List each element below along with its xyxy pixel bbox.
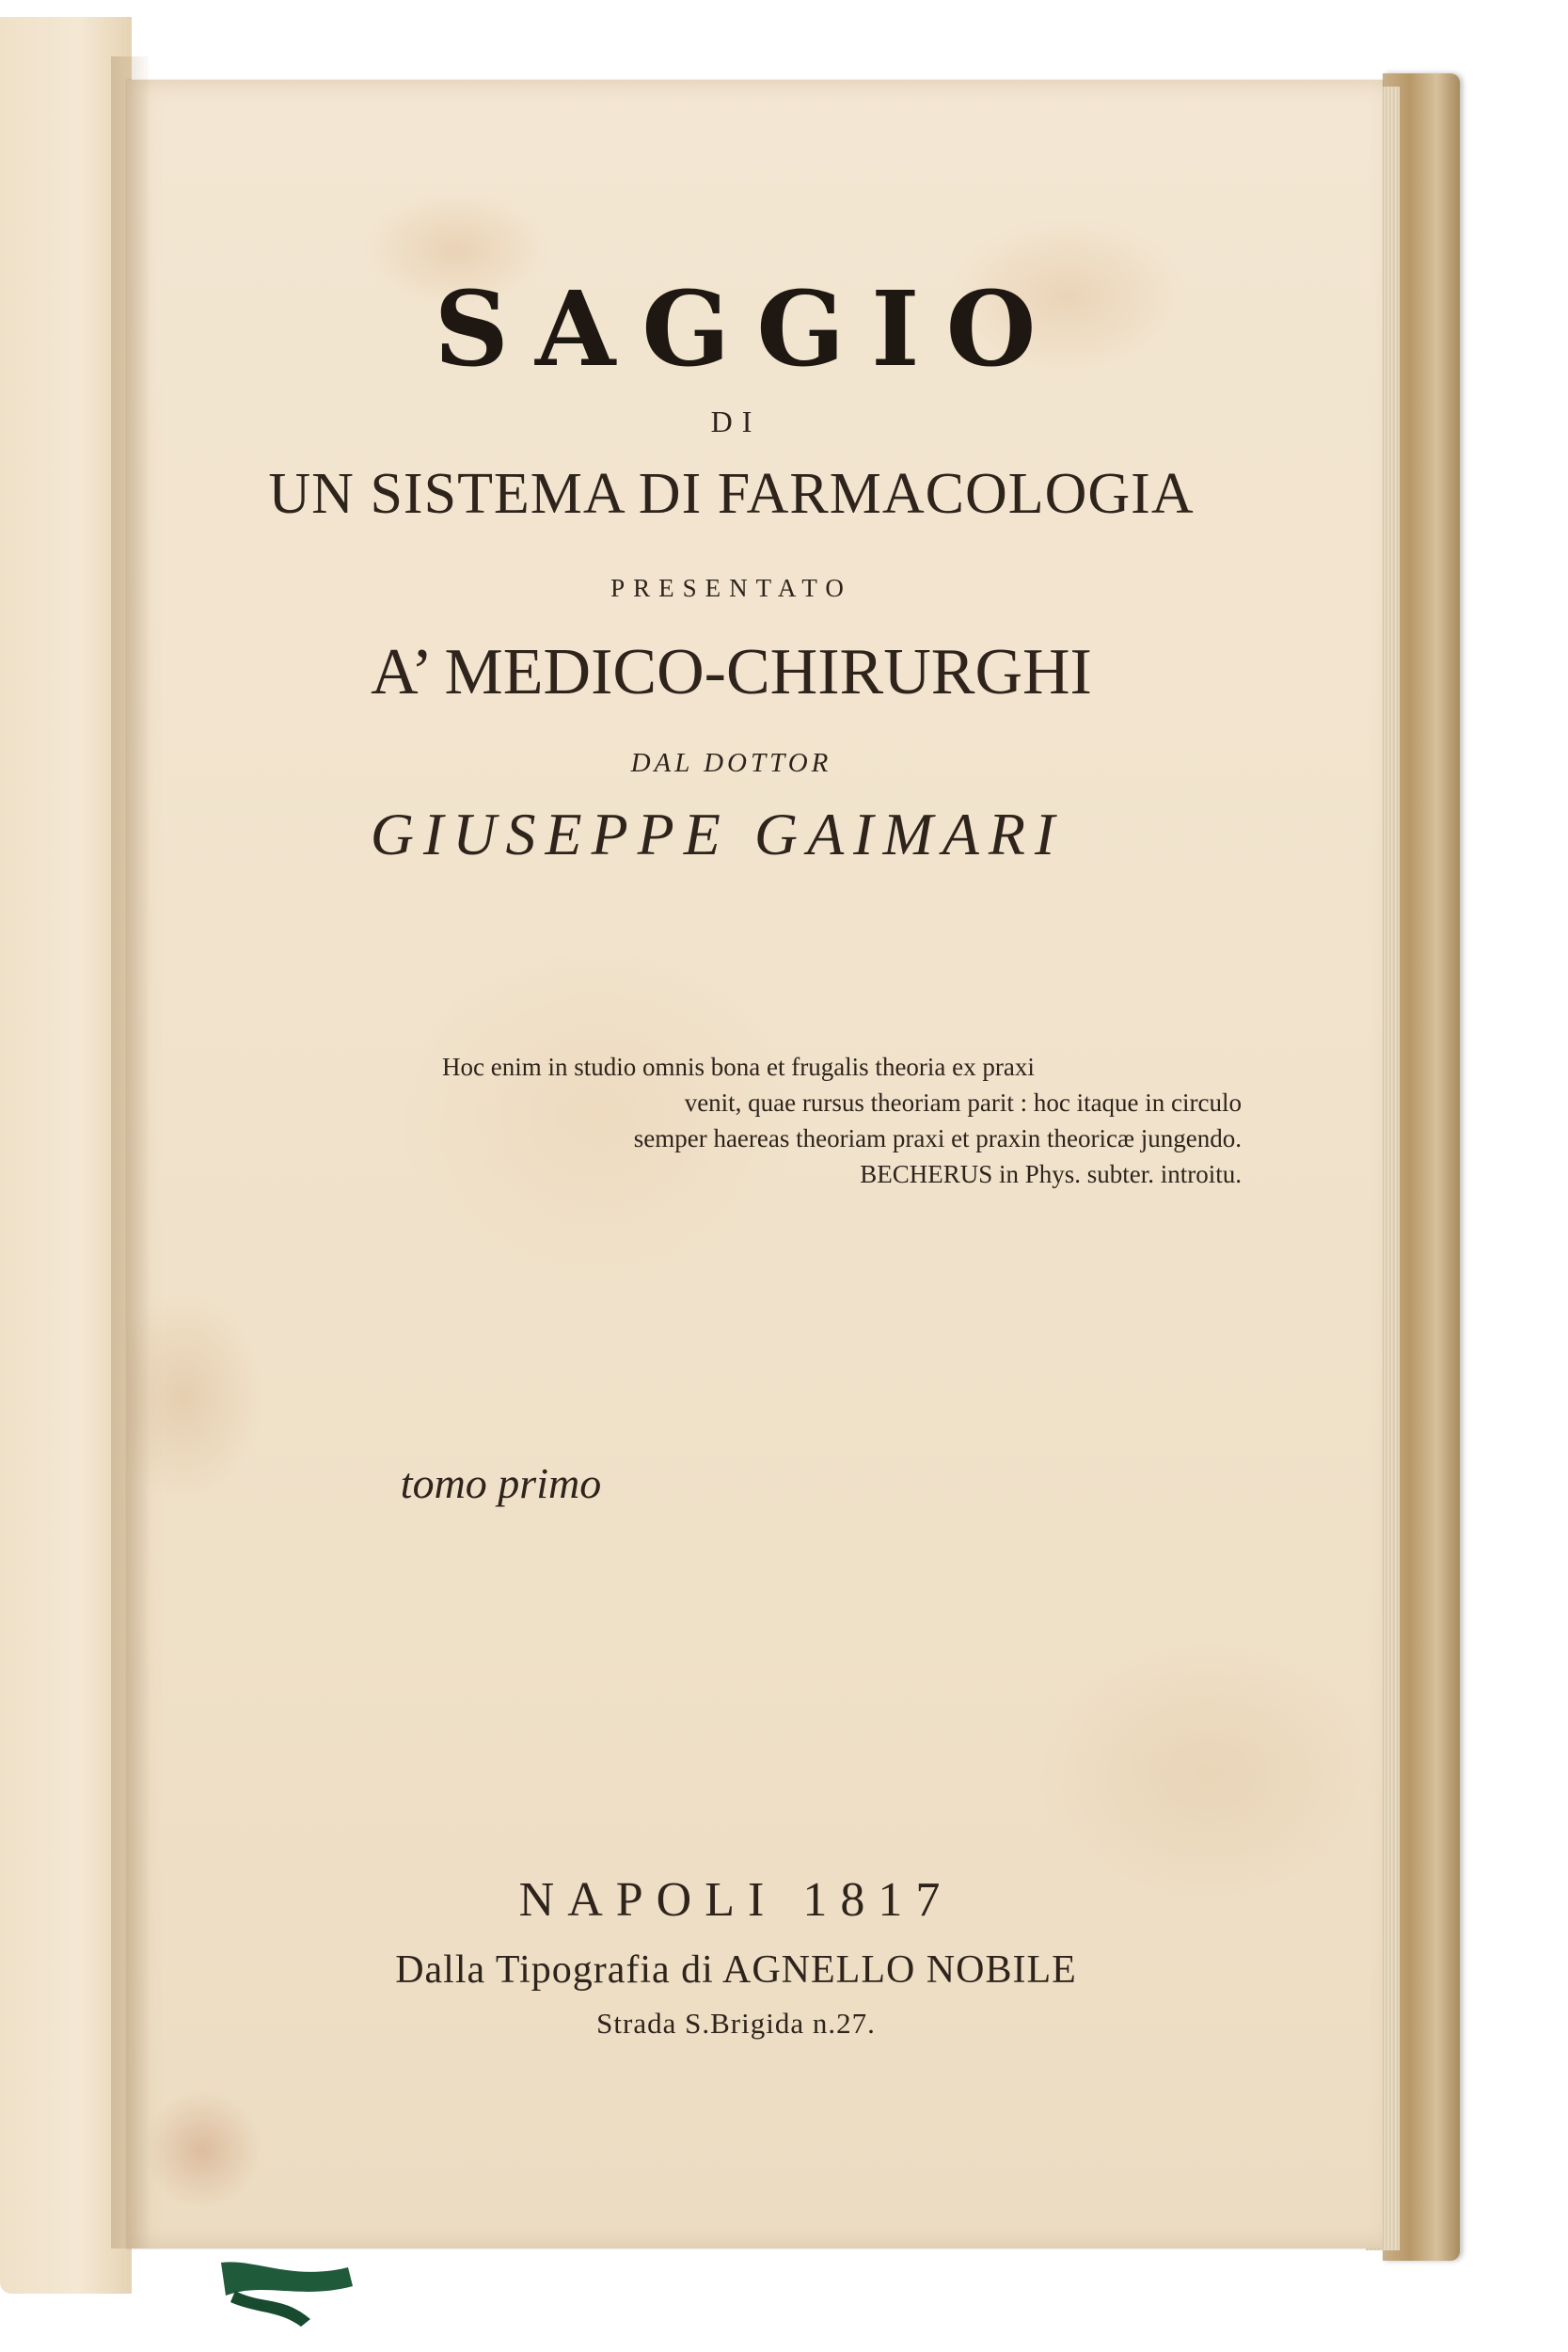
imprint-printer: Dalla Tipografia di AGNELLO NOBILE — [395, 1948, 1077, 1992]
page-gutter-shadow — [111, 56, 149, 2249]
book-title: SAGGIO — [434, 268, 1063, 389]
author-name: GIUSEPPE GAIMARI — [370, 801, 1065, 867]
dedicatee: A’ MEDICO-CHIRURGHI — [371, 636, 1092, 708]
title-connector: DI — [710, 405, 762, 438]
imprint-address: Strada S.Brigida n.27. — [596, 2007, 876, 2040]
presented-label: PRESENTATO — [610, 574, 852, 602]
epigraph-line: venit, quae rursus theoriam parit : hoc itaque in circulo — [684, 1089, 1242, 1117]
title-page — [127, 80, 1383, 2249]
epigraph-line: Hoc enim in studio omnis bona et frugalis theoria ex praxi — [442, 1053, 1035, 1081]
bookmark-ribbon-icon — [216, 2253, 357, 2328]
volume-label: tomo primo — [400, 1459, 602, 1507]
book-subtitle: UN SISTEMA DI FARMACOLOGIA — [268, 462, 1195, 526]
epigraph-attribution: BECHERUS in Phys. subter. introitu. — [860, 1160, 1242, 1188]
epigraph-line: semper haereas theoriam praxi et praxin theoricæ jungendo. — [633, 1124, 1242, 1152]
imprint-place-year: NAPOLI 1817 — [518, 1873, 954, 1927]
author-prefix: DAL DOTTOR — [630, 748, 832, 778]
epigraph — [442, 1049, 1242, 1192]
